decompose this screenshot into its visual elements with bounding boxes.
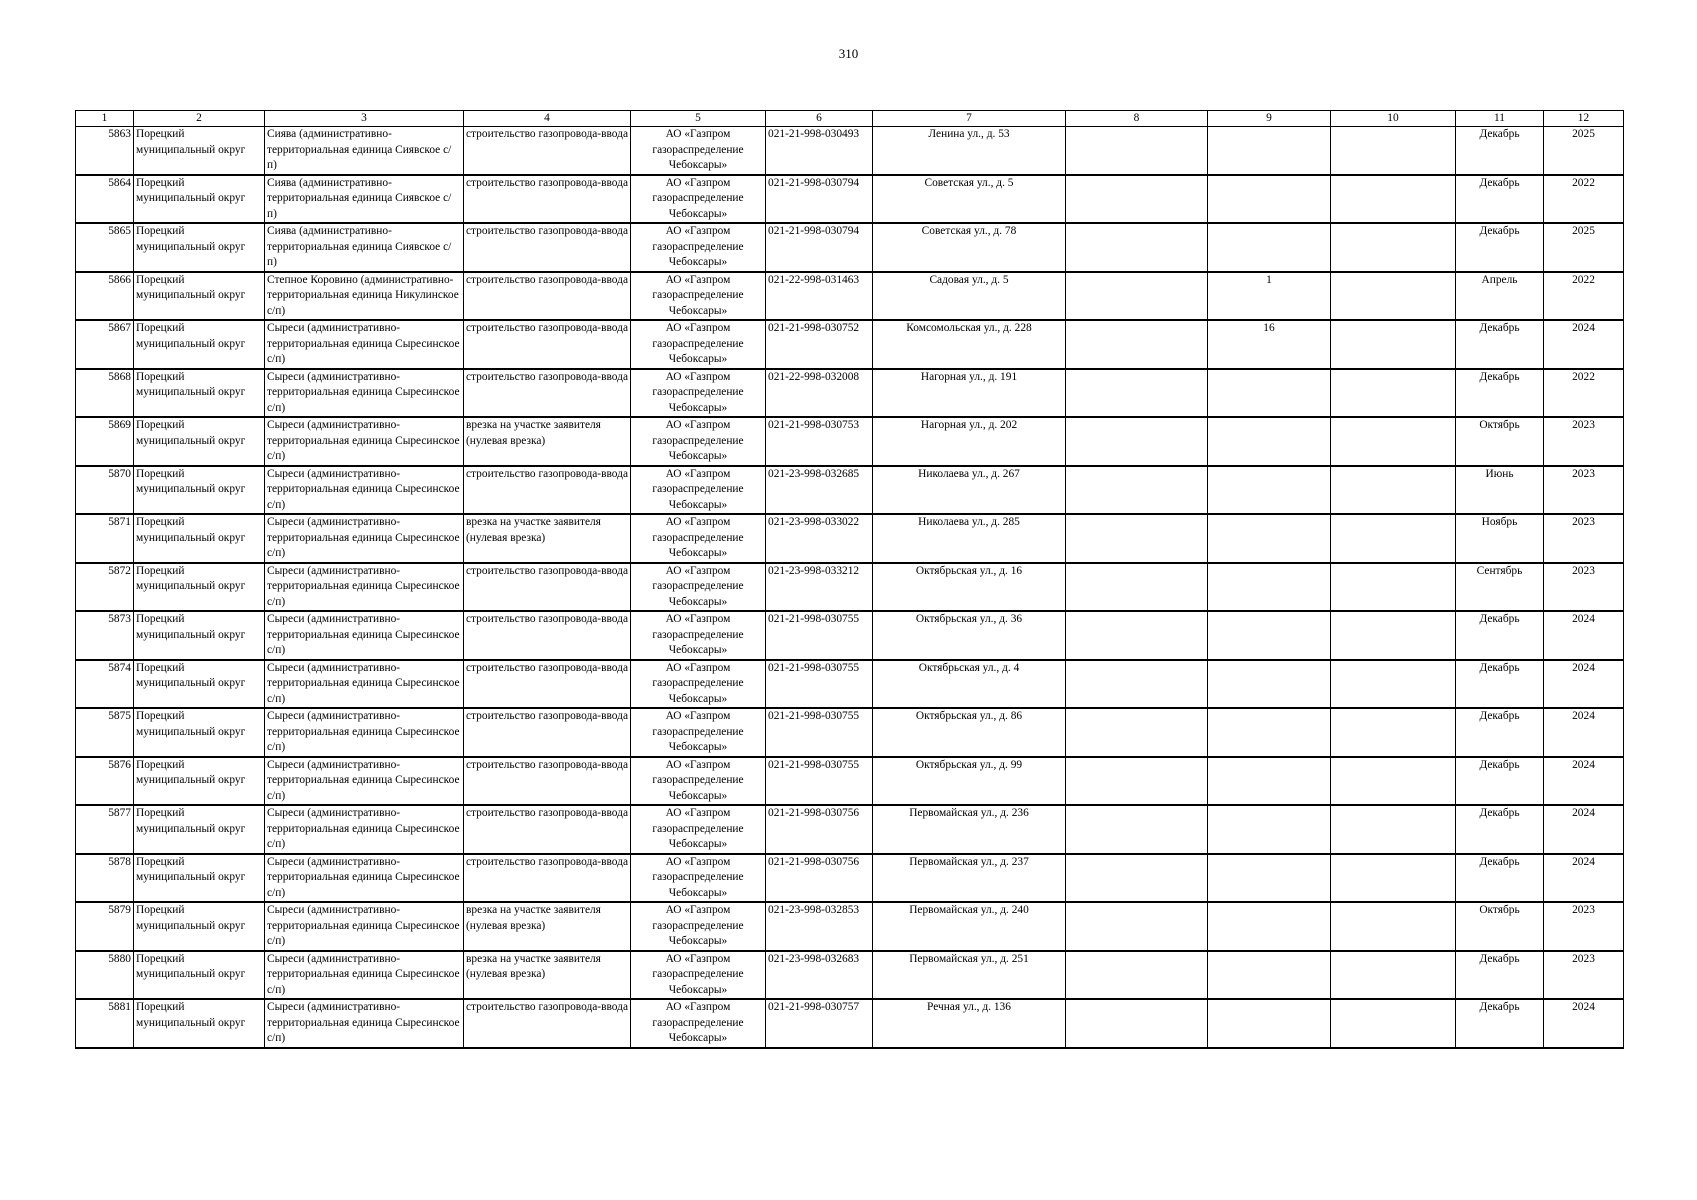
cell-work-type: строительство газопровода-ввода xyxy=(464,757,631,806)
cell-work-type: врезка на участке заявителя (нулевая врезка) xyxy=(464,951,631,1000)
cell-month: Сентябрь xyxy=(1456,563,1544,612)
cell-application-number: 021-22-998-032008 xyxy=(766,369,873,418)
cell-year: 2023 xyxy=(1544,466,1624,515)
cell-organization: АО «Газпром газораспределение Чебоксары» xyxy=(631,369,766,418)
cell-month: Декабрь xyxy=(1456,175,1544,224)
cell-application-number: 021-21-998-030755 xyxy=(766,660,873,709)
column-header-2: 2 xyxy=(134,111,265,127)
cell-organization: АО «Газпром газораспределение Чебоксары» xyxy=(631,272,766,321)
cell-organization: АО «Газпром газораспределение Чебоксары» xyxy=(631,563,766,612)
table-body xyxy=(76,127,1624,1048)
cell-col9 xyxy=(1208,563,1331,612)
cell-col10 xyxy=(1331,127,1456,175)
cell-col10 xyxy=(1331,757,1456,806)
cell-organization: АО «Газпром газораспределение Чебоксары» xyxy=(631,757,766,806)
column-header-5: 5 xyxy=(631,111,766,127)
cell-organization: АО «Газпром газораспределение Чебоксары» xyxy=(631,320,766,369)
cell-row-number: 5864 xyxy=(76,175,134,224)
cell-month: Декабрь xyxy=(1456,223,1544,272)
column-header-4: 4 xyxy=(464,111,631,127)
cell-month: Декабрь xyxy=(1456,369,1544,418)
cell-organization: АО «Газпром газораспределение Чебоксары» xyxy=(631,805,766,854)
cell-col9 xyxy=(1208,417,1331,466)
table-row xyxy=(76,563,1624,612)
table-row xyxy=(76,175,1624,224)
cell-settlement: Сыреси (административно-территориальная единица Сыресинское с/п) xyxy=(265,660,464,709)
cell-col8 xyxy=(1066,757,1208,806)
cell-month: Декабрь xyxy=(1456,999,1544,1048)
cell-application-number: 021-21-998-030757 xyxy=(766,999,873,1048)
cell-col9: 16 xyxy=(1208,320,1331,369)
cell-settlement: Сыреси (административно-территориальная единица Сыресинское с/п) xyxy=(265,320,464,369)
cell-district: Порецкий муниципальный округ xyxy=(134,127,265,175)
cell-work-type: строительство газопровода-ввода xyxy=(464,611,631,660)
cell-settlement: Сыреси (административно-территориальная единица Сыресинское с/п) xyxy=(265,563,464,612)
table-row xyxy=(76,320,1624,369)
cell-col10 xyxy=(1331,417,1456,466)
cell-address: Первомайская ул., д. 236 xyxy=(873,805,1066,854)
cell-row-number: 5880 xyxy=(76,951,134,1000)
table-row xyxy=(76,127,1624,175)
cell-year: 2023 xyxy=(1544,951,1624,1000)
cell-address: Нагорная ул., д. 191 xyxy=(873,369,1066,418)
cell-work-type: врезка на участке заявителя (нулевая врезка) xyxy=(464,902,631,951)
table-row xyxy=(76,272,1624,321)
cell-application-number: 021-23-998-033022 xyxy=(766,514,873,563)
cell-application-number: 021-21-998-030794 xyxy=(766,175,873,224)
cell-row-number: 5869 xyxy=(76,417,134,466)
cell-col8 xyxy=(1066,417,1208,466)
cell-col8 xyxy=(1066,369,1208,418)
cell-month: Октябрь xyxy=(1456,902,1544,951)
cell-organization: АО «Газпром газораспределение Чебоксары» xyxy=(631,708,766,757)
cell-col9 xyxy=(1208,369,1331,418)
column-header-8: 8 xyxy=(1066,111,1208,127)
cell-address: Первомайская ул., д. 240 xyxy=(873,902,1066,951)
cell-col9 xyxy=(1208,805,1331,854)
cell-col8 xyxy=(1066,660,1208,709)
cell-col10 xyxy=(1331,223,1456,272)
cell-district: Порецкий муниципальный округ xyxy=(134,951,265,1000)
cell-col8 xyxy=(1066,272,1208,321)
cell-month: Декабрь xyxy=(1456,320,1544,369)
cell-col8 xyxy=(1066,611,1208,660)
cell-settlement: Сыреси (административно-территориальная единица Сыресинское с/п) xyxy=(265,999,464,1048)
cell-organization: АО «Газпром газораспределение Чебоксары» xyxy=(631,660,766,709)
cell-row-number: 5873 xyxy=(76,611,134,660)
cell-settlement: Сыреси (административно-территориальная единица Сыресинское с/п) xyxy=(265,466,464,515)
cell-address: Октябрьская ул., д. 86 xyxy=(873,708,1066,757)
cell-col8 xyxy=(1066,951,1208,1000)
cell-organization: АО «Газпром газораспределение Чебоксары» xyxy=(631,417,766,466)
cell-district: Порецкий муниципальный округ xyxy=(134,175,265,224)
cell-address: Советская ул., д. 5 xyxy=(873,175,1066,224)
cell-col10 xyxy=(1331,805,1456,854)
table-row xyxy=(76,805,1624,854)
cell-col10 xyxy=(1331,708,1456,757)
cell-settlement: Сыреси (административно-территориальная единица Сыресинское с/п) xyxy=(265,369,464,418)
cell-row-number: 5870 xyxy=(76,466,134,515)
cell-organization: АО «Газпром газораспределение Чебоксары» xyxy=(631,127,766,175)
cell-row-number: 5877 xyxy=(76,805,134,854)
cell-year: 2024 xyxy=(1544,757,1624,806)
column-header-10: 10 xyxy=(1331,111,1456,127)
cell-row-number: 5868 xyxy=(76,369,134,418)
table-row xyxy=(76,611,1624,660)
cell-month: Декабрь xyxy=(1456,660,1544,709)
table-row xyxy=(76,223,1624,272)
cell-col8 xyxy=(1066,514,1208,563)
cell-col8 xyxy=(1066,805,1208,854)
cell-month: Декабрь xyxy=(1456,708,1544,757)
cell-row-number: 5881 xyxy=(76,999,134,1048)
table-row xyxy=(76,854,1624,903)
cell-address: Нагорная ул., д. 202 xyxy=(873,417,1066,466)
cell-row-number: 5871 xyxy=(76,514,134,563)
table-row xyxy=(76,999,1624,1048)
cell-col8 xyxy=(1066,563,1208,612)
cell-district: Порецкий муниципальный округ xyxy=(134,223,265,272)
column-header-7: 7 xyxy=(873,111,1066,127)
cell-work-type: строительство газопровода-ввода xyxy=(464,999,631,1048)
cell-organization: АО «Газпром газораспределение Чебоксары» xyxy=(631,466,766,515)
cell-row-number: 5874 xyxy=(76,660,134,709)
cell-organization: АО «Газпром газораспределение Чебоксары» xyxy=(631,902,766,951)
cell-district: Порецкий муниципальный округ xyxy=(134,854,265,903)
cell-month: Декабрь xyxy=(1456,611,1544,660)
cell-application-number: 021-21-998-030755 xyxy=(766,708,873,757)
cell-row-number: 5876 xyxy=(76,757,134,806)
cell-organization: АО «Газпром газораспределение Чебоксары» xyxy=(631,611,766,660)
cell-work-type: строительство газопровода-ввода xyxy=(464,466,631,515)
cell-col8 xyxy=(1066,902,1208,951)
cell-district: Порецкий муниципальный округ xyxy=(134,563,265,612)
cell-district: Порецкий муниципальный округ xyxy=(134,611,265,660)
cell-year: 2023 xyxy=(1544,417,1624,466)
cell-work-type: строительство газопровода-ввода xyxy=(464,272,631,321)
cell-settlement: Сыреси (административно-территориальная единица Сыресинское с/п) xyxy=(265,514,464,563)
cell-year: 2024 xyxy=(1544,320,1624,369)
cell-application-number: 021-21-998-030753 xyxy=(766,417,873,466)
cell-row-number: 5867 xyxy=(76,320,134,369)
gasification-register-table xyxy=(75,110,1624,1049)
cell-work-type: строительство газопровода-ввода xyxy=(464,805,631,854)
cell-application-number: 021-21-998-030493 xyxy=(766,127,873,175)
cell-col9 xyxy=(1208,660,1331,709)
page-number: 310 xyxy=(838,46,859,61)
cell-col8 xyxy=(1066,320,1208,369)
cell-address: Николаева ул., д. 285 xyxy=(873,514,1066,563)
cell-district: Порецкий муниципальный округ xyxy=(134,708,265,757)
cell-col9 xyxy=(1208,611,1331,660)
cell-organization: АО «Газпром газораспределение Чебоксары» xyxy=(631,175,766,224)
cell-col9 xyxy=(1208,854,1331,903)
cell-organization: АО «Газпром газораспределение Чебоксары» xyxy=(631,854,766,903)
cell-address: Первомайская ул., д. 251 xyxy=(873,951,1066,1000)
cell-district: Порецкий муниципальный округ xyxy=(134,272,265,321)
cell-settlement: Сыреси (административно-территориальная единица Сыресинское с/п) xyxy=(265,902,464,951)
cell-district: Порецкий муниципальный округ xyxy=(134,417,265,466)
cell-district: Порецкий муниципальный округ xyxy=(134,466,265,515)
cell-settlement: Степное Коровино (административно-территориальная единица Никулинское с/п) xyxy=(265,272,464,321)
cell-settlement: Сыреси (административно-территориальная единица Сыресинское с/п) xyxy=(265,611,464,660)
cell-year: 2024 xyxy=(1544,660,1624,709)
cell-col10 xyxy=(1331,466,1456,515)
column-header-9: 9 xyxy=(1208,111,1331,127)
cell-organization: АО «Газпром газораспределение Чебоксары» xyxy=(631,223,766,272)
cell-month: Апрель xyxy=(1456,272,1544,321)
cell-col10 xyxy=(1331,660,1456,709)
table-row xyxy=(76,417,1624,466)
cell-col10 xyxy=(1331,272,1456,321)
cell-row-number: 5878 xyxy=(76,854,134,903)
cell-address: Октябрьская ул., д. 99 xyxy=(873,757,1066,806)
cell-district: Порецкий муниципальный округ xyxy=(134,757,265,806)
cell-col9 xyxy=(1208,902,1331,951)
cell-district: Порецкий муниципальный округ xyxy=(134,902,265,951)
cell-row-number: 5866 xyxy=(76,272,134,321)
cell-address: Октябрьская ул., д. 4 xyxy=(873,660,1066,709)
cell-year: 2025 xyxy=(1544,127,1624,175)
cell-district: Порецкий муниципальный округ xyxy=(134,805,265,854)
cell-col8 xyxy=(1066,466,1208,515)
cell-col9 xyxy=(1208,466,1331,515)
cell-col8 xyxy=(1066,999,1208,1048)
cell-year: 2022 xyxy=(1544,369,1624,418)
cell-settlement: Сиява (административно-территориальная единица Сиявское с/п) xyxy=(265,175,464,224)
cell-address: Октябрьская ул., д. 16 xyxy=(873,563,1066,612)
cell-col8 xyxy=(1066,223,1208,272)
cell-application-number: 021-21-998-030794 xyxy=(766,223,873,272)
cell-year: 2024 xyxy=(1544,708,1624,757)
cell-organization: АО «Газпром газораспределение Чебоксары» xyxy=(631,514,766,563)
cell-work-type: строительство газопровода-ввода xyxy=(464,369,631,418)
cell-col9: 1 xyxy=(1208,272,1331,321)
cell-settlement: Сыреси (административно-территориальная единица Сыресинское с/п) xyxy=(265,708,464,757)
cell-col10 xyxy=(1331,175,1456,224)
column-header-11: 11 xyxy=(1456,111,1544,127)
column-header-3: 3 xyxy=(265,111,464,127)
cell-col10 xyxy=(1331,369,1456,418)
cell-district: Порецкий муниципальный округ xyxy=(134,999,265,1048)
cell-row-number: 5865 xyxy=(76,223,134,272)
column-header-12: 12 xyxy=(1544,111,1624,127)
table-header-row xyxy=(76,111,1624,127)
cell-col10 xyxy=(1331,854,1456,903)
cell-row-number: 5875 xyxy=(76,708,134,757)
cell-col8 xyxy=(1066,127,1208,175)
cell-work-type: строительство газопровода-ввода xyxy=(464,854,631,903)
cell-col9 xyxy=(1208,223,1331,272)
cell-month: Декабрь xyxy=(1456,757,1544,806)
cell-address: Садовая ул., д. 5 xyxy=(873,272,1066,321)
table-row xyxy=(76,757,1624,806)
cell-col10 xyxy=(1331,563,1456,612)
cell-work-type: строительство газопровода-ввода xyxy=(464,320,631,369)
cell-application-number: 021-23-998-032685 xyxy=(766,466,873,515)
cell-col10 xyxy=(1331,999,1456,1048)
cell-month: Июнь xyxy=(1456,466,1544,515)
cell-application-number: 021-23-998-032683 xyxy=(766,951,873,1000)
table-row xyxy=(76,466,1624,515)
cell-col9 xyxy=(1208,514,1331,563)
column-header-6: 6 xyxy=(766,111,873,127)
cell-month: Декабрь xyxy=(1456,805,1544,854)
cell-settlement: Сыреси (административно-территориальная единица Сыресинское с/п) xyxy=(265,757,464,806)
table-row xyxy=(76,660,1624,709)
cell-col10 xyxy=(1331,902,1456,951)
table-row xyxy=(76,951,1624,1000)
cell-col10 xyxy=(1331,514,1456,563)
cell-col9 xyxy=(1208,757,1331,806)
cell-col9 xyxy=(1208,951,1331,1000)
cell-district: Порецкий муниципальный округ xyxy=(134,320,265,369)
cell-settlement: Сыреси (административно-территориальная единица Сыресинское с/п) xyxy=(265,854,464,903)
cell-work-type: строительство газопровода-ввода xyxy=(464,563,631,612)
table-row xyxy=(76,514,1624,563)
cell-address: Николаева ул., д. 267 xyxy=(873,466,1066,515)
cell-application-number: 021-21-998-030752 xyxy=(766,320,873,369)
cell-address: Речная ул., д. 136 xyxy=(873,999,1066,1048)
cell-month: Ноябрь xyxy=(1456,514,1544,563)
cell-year: 2024 xyxy=(1544,854,1624,903)
cell-col9 xyxy=(1208,175,1331,224)
cell-settlement: Сыреси (административно-территориальная единица Сыресинское с/п) xyxy=(265,805,464,854)
column-header-1: 1 xyxy=(76,111,134,127)
table-row xyxy=(76,902,1624,951)
table-row xyxy=(76,369,1624,418)
table-row xyxy=(76,708,1624,757)
cell-address: Октябрьская ул., д. 36 xyxy=(873,611,1066,660)
cell-settlement: Сиява (административно-территориальная единица Сиявское с/п) xyxy=(265,127,464,175)
cell-work-type: строительство газопровода-ввода xyxy=(464,708,631,757)
cell-month: Декабрь xyxy=(1456,127,1544,175)
cell-col8 xyxy=(1066,854,1208,903)
cell-year: 2025 xyxy=(1544,223,1624,272)
cell-application-number: 021-23-998-033212 xyxy=(766,563,873,612)
cell-month: Декабрь xyxy=(1456,951,1544,1000)
cell-work-type: строительство газопровода-ввода xyxy=(464,223,631,272)
cell-work-type: строительство газопровода-ввода xyxy=(464,127,631,175)
cell-settlement: Сыреси (административно-территориальная единица Сыресинское с/п) xyxy=(265,951,464,1000)
cell-application-number: 021-22-998-031463 xyxy=(766,272,873,321)
cell-organization: АО «Газпром газораспределение Чебоксары» xyxy=(631,951,766,1000)
cell-row-number: 5879 xyxy=(76,902,134,951)
cell-col10 xyxy=(1331,611,1456,660)
cell-year: 2023 xyxy=(1544,902,1624,951)
cell-year: 2024 xyxy=(1544,611,1624,660)
cell-col9 xyxy=(1208,999,1331,1048)
cell-district: Порецкий муниципальный округ xyxy=(134,514,265,563)
cell-row-number: 5863 xyxy=(76,127,134,175)
cell-year: 2023 xyxy=(1544,563,1624,612)
cell-year: 2023 xyxy=(1544,514,1624,563)
cell-col8 xyxy=(1066,175,1208,224)
cell-year: 2024 xyxy=(1544,805,1624,854)
cell-district: Порецкий муниципальный округ xyxy=(134,369,265,418)
cell-col9 xyxy=(1208,708,1331,757)
cell-year: 2022 xyxy=(1544,272,1624,321)
cell-application-number: 021-21-998-030756 xyxy=(766,854,873,903)
cell-year: 2022 xyxy=(1544,175,1624,224)
cell-month: Октябрь xyxy=(1456,417,1544,466)
cell-row-number: 5872 xyxy=(76,563,134,612)
cell-work-type: строительство газопровода-ввода xyxy=(464,660,631,709)
cell-application-number: 021-21-998-030755 xyxy=(766,757,873,806)
cell-col10 xyxy=(1331,320,1456,369)
cell-organization: АО «Газпром газораспределение Чебоксары» xyxy=(631,999,766,1048)
cell-year: 2024 xyxy=(1544,999,1624,1048)
cell-address: Комсомольская ул., д. 228 xyxy=(873,320,1066,369)
cell-address: Первомайская ул., д. 237 xyxy=(873,854,1066,903)
cell-district: Порецкий муниципальный округ xyxy=(134,660,265,709)
cell-work-type: строительство газопровода-ввода xyxy=(464,175,631,224)
cell-col8 xyxy=(1066,708,1208,757)
cell-settlement: Сиява (административно-территориальная единица Сиявское с/п) xyxy=(265,223,464,272)
cell-month: Декабрь xyxy=(1456,854,1544,903)
cell-address: Советская ул., д. 78 xyxy=(873,223,1066,272)
cell-col9 xyxy=(1208,127,1331,175)
cell-work-type: врезка на участке заявителя (нулевая врезка) xyxy=(464,417,631,466)
cell-application-number: 021-21-998-030756 xyxy=(766,805,873,854)
cell-application-number: 021-23-998-032853 xyxy=(766,902,873,951)
cell-settlement: Сыреси (административно-территориальная единица Сыресинское с/п) xyxy=(265,417,464,466)
cell-col10 xyxy=(1331,951,1456,1000)
cell-address: Ленина ул., д. 53 xyxy=(873,127,1066,175)
cell-work-type: врезка на участке заявителя (нулевая врезка) xyxy=(464,514,631,563)
cell-application-number: 021-21-998-030755 xyxy=(766,611,873,660)
